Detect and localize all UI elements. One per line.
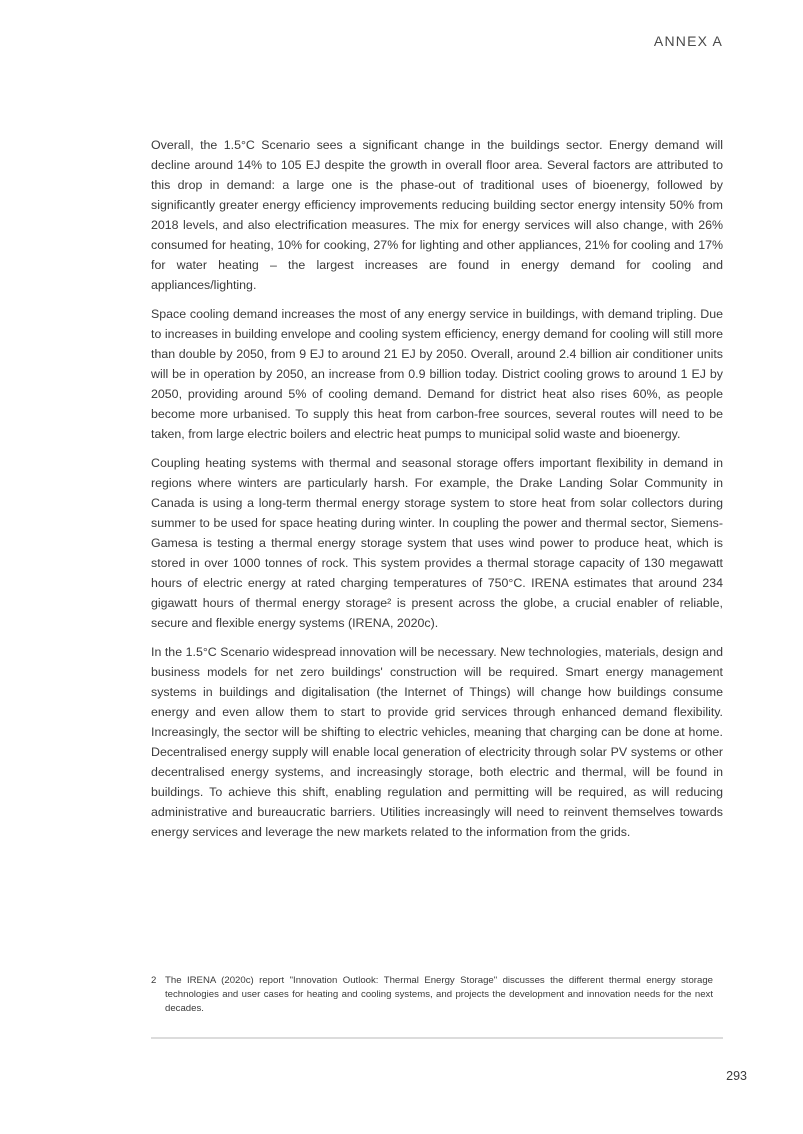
footnote [151, 974, 713, 1016]
paragraph: In the 1.5°C Scenario widespread innovation will be necessary. New technologies, materials, design and business models for net zero buildings' construction will be required. Smart energy management systems in buildings and digitalisation (the Internet of Things) will change how buildings consume energy and even allow them to start to provide grid services through enhanced demand flexibility. Increasingly, the sector will be shifting to electric vehicles, meaning that charging can be done at home. Decentralised energy supply will enable local generation of electricity through solar PV systems or other decentralised energy systems, and increasingly storage, both electric and thermal, will be found in buildings. To achieve this shift, enabling regulation and permitting will be required, as will reducing administrative and bureaucratic barriers. Utilities increasingly will need to reinvent themselves towards energy services and leverage the new markets related to the information from the grids. [151, 645, 723, 839]
footnote-number: 2 [151, 975, 157, 986]
paragraph: Coupling heating systems with thermal and seasonal storage offers important flexibility in demand in regions where winters are particularly harsh. For example, the Drake Landing Solar Community in Canada is using a long-term thermal energy storage system to store heat from solar collectors during summer to be used for space heating during winter. In coupling the power and thermal sector, Siemens-Gamesa is testing a thermal energy storage system that uses wind power to produce heat, which is stored in over 1000 tonnes of rock. This system provides a thermal storage capacity of 130 megawatt hours of electric energy at rated charging temperatures of 750°C. IRENA estimates that around 234 gigawatt hours of thermal energy storage² is present across the globe, a crucial enabler of reliable, secure and flexible energy systems (IRENA, 2020c). [151, 456, 723, 630]
footer-divider [151, 1037, 723, 1039]
footnotes [151, 974, 713, 1016]
paragraph: Space cooling demand increases the most of any energy service in buildings, with demand tripling. Due to increases in building envelope and cooling system efficiency, energy demand for cooling will still more than double by 2050, from 9 EJ to around 21 EJ by 2050. Overall, around 2.4 billion air conditioner units will be in operation by 2050, an increase from 0.9 billion today. District cooling grows to around 1 EJ by 2050, providing around 5% of cooling demand. Demand for district heat also rises 60%, as people become more urbanised. To supply this heat from carbon-free sources, several routes will need to be taken, from large electric boilers and electric heat pumps to municipal solid waste and bioenergy. [151, 307, 723, 441]
paragraph: Overall, the 1.5°C Scenario sees a significant change in the buildings sector. Energy demand will decline around 14% to 105 EJ despite the growth in overall floor area. Several factors are attributed to this drop in demand: a large one is the phase-out of traditional uses of bioenergy, followed by significantly greater energy efficiency improvements reducing building sector energy intensity 50% from 2018 levels, and also electrification measures. The mix for energy services will also change, with 26% consumed for heating, 10% for cooking, 27% for lighting and other appliances, 21% for cooling and 17% for water heating – the largest increases are found in energy demand for cooling and appliances/lighting. [151, 138, 723, 292]
main-text [151, 135, 723, 851]
footnote-text: The IRENA (2020c) report "Innovation Outlook: Thermal Energy Storage" discusses the different thermal energy storage technologies and user cases for heating and cooling systems, and projects the development and innovation needs for the next decades. [165, 975, 713, 1014]
running-header: ANNEX A [653, 33, 723, 49]
page-number: 293 [726, 1069, 747, 1083]
